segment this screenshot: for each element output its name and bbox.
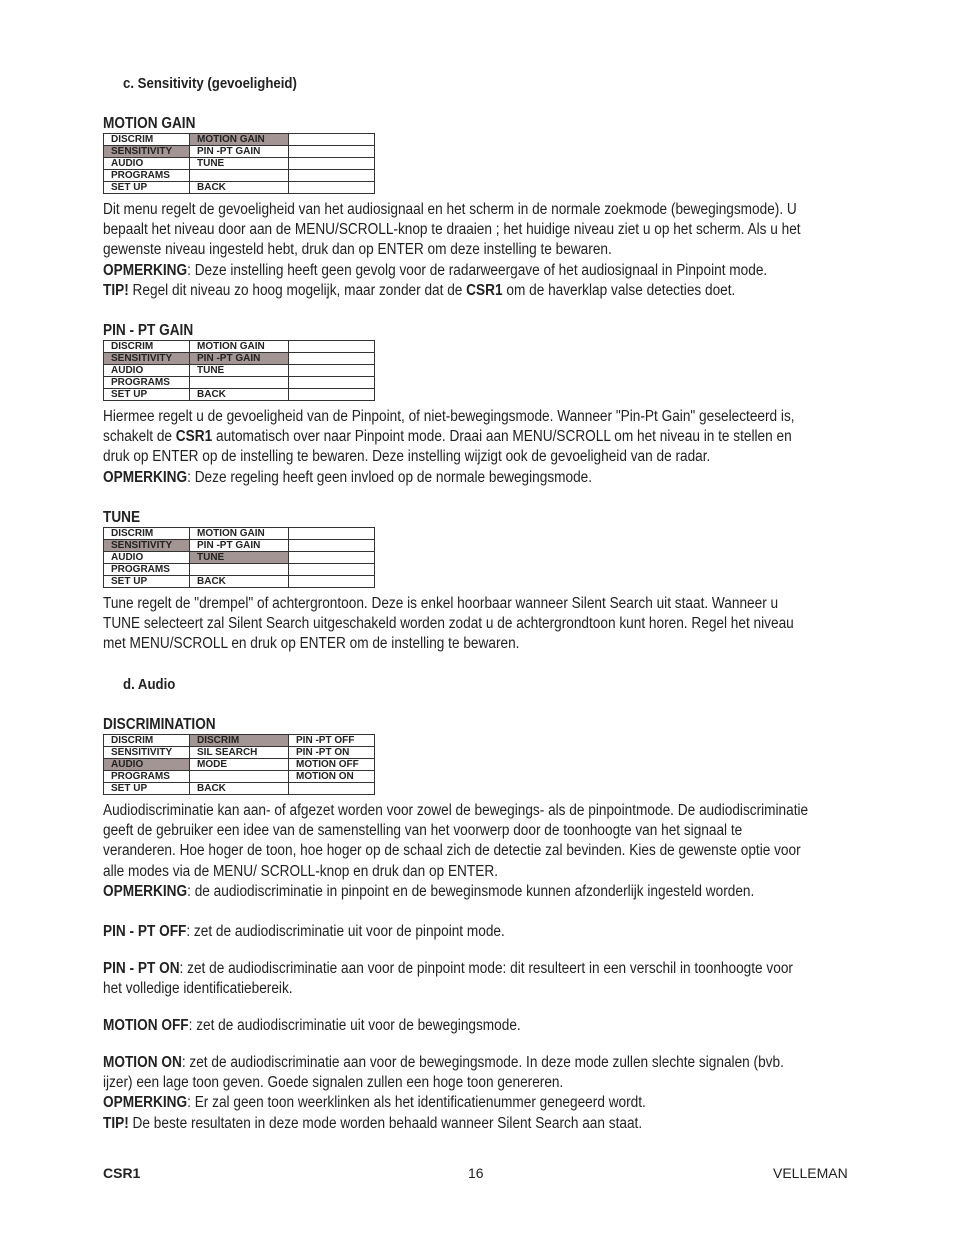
- discrimination-menu-table: [103, 734, 375, 795]
- paragraph-text: automatisch over naar Pinpoint mode. Draai aan MENU/SCROLL om het niveau in te stellen en: [212, 428, 792, 446]
- paragraph-text: schakelt de: [103, 428, 176, 446]
- tip-label: TIP!: [103, 1114, 129, 1132]
- menu-cell: AUDIO: [104, 552, 190, 564]
- menu-cell: [289, 158, 375, 170]
- menu-cell: TUNE: [190, 365, 289, 377]
- table-row: [104, 771, 375, 783]
- menu-cell: TUNE: [190, 158, 289, 170]
- footer-product: CSR1: [103, 1165, 141, 1181]
- table-row: [104, 576, 375, 588]
- paragraph-line: Tune regelt de "drempel" of achtergrontoon. Deze is enkel hoorbaar wanneer Silent Search uit staat. Wanneer u: [103, 595, 779, 612]
- menu-cell: BACK: [190, 182, 289, 194]
- footer-brand: VELLEMAN: [773, 1165, 848, 1181]
- menu-cell: AUDIO: [104, 365, 190, 377]
- menu-cell: [190, 771, 289, 783]
- menu-cell: [190, 377, 289, 389]
- pin-pt-gain-description: [103, 407, 851, 488]
- motion-off-definition: [103, 1016, 851, 1036]
- menu-cell: [289, 783, 375, 795]
- menu-cell: PIN -PT GAIN: [190, 540, 289, 552]
- table-row: [104, 540, 375, 552]
- motion-gain-menu-table: [103, 133, 375, 194]
- paragraph-line: Audiodiscriminatie kan aan- of afgezet worden voor zowel de bewegings- als de pinpointmode. De audiodiscriminatie: [103, 802, 809, 819]
- pin-pt-off-definition: [103, 922, 851, 942]
- note-text: : Deze regeling heeft geen invloed op de normale bewegingsmode.: [187, 468, 593, 486]
- tune-description: [103, 594, 851, 655]
- menu-cell-selected: SENSITIVITY: [104, 353, 190, 365]
- menu-cell: [289, 576, 375, 588]
- definition-term: MOTION OFF: [103, 1017, 189, 1034]
- paragraph-line: met MENU/SCROLL en druk op ENTER om de instelling te bewaren.: [103, 635, 520, 653]
- menu-cell: PROGRAMS: [104, 564, 190, 576]
- product-name: CSR1: [466, 281, 503, 299]
- table-row: [104, 365, 375, 377]
- menu-cell: SENSITIVITY: [104, 747, 190, 759]
- menu-cell: PROGRAMS: [104, 771, 190, 783]
- tip-label: TIP!: [103, 281, 129, 299]
- menu-cell: [289, 377, 375, 389]
- table-row: [104, 747, 375, 759]
- tune-title: TUNE: [103, 509, 141, 526]
- product-name: CSR1: [175, 428, 213, 446]
- paragraph-line: Dit menu regelt de gevoeligheid van het audiosignaal en het scherm in de normale zoekmode (bewegingsmode). U: [103, 201, 797, 218]
- table-row: [104, 182, 375, 194]
- menu-cell: [289, 146, 375, 158]
- note-line: [103, 468, 851, 488]
- menu-cell: [289, 182, 375, 194]
- paragraph-line: TUNE selecteert zal Silent Search uitgeschakeld worden zodat u de achtergrondtoon kunt horen. Regel het niveau: [103, 615, 794, 633]
- menu-cell: [289, 353, 375, 365]
- menu-cell: PIN -PT ON: [289, 747, 375, 759]
- table-row: [104, 735, 375, 747]
- definition-text: : zet de audiodiscriminatie aan voor de pinpoint mode: dit resulteert in een verschil in toonhoogte voor: [179, 960, 793, 977]
- menu-cell: DISCRIM: [104, 341, 190, 353]
- motion-on-definition: [103, 1053, 851, 1134]
- paragraph-line: het volledige identificatiebereik.: [103, 980, 293, 998]
- paragraph-line: bepaalt het niveau door aan de MENU/SCROLL-knop te draaien ; het huidige niveau ziet u op het scherm. Als u het: [103, 221, 801, 239]
- paragraph-line: ijzer) een lage toon geven. Goede signalen zullen een hoge toon genereren.: [103, 1074, 564, 1092]
- tip-text: om de haverklap valse detecties doet.: [502, 281, 736, 299]
- menu-cell: SET UP: [104, 389, 190, 401]
- menu-cell: [289, 170, 375, 182]
- definition-term: PIN - PT ON: [103, 960, 180, 977]
- pin-pt-gain-title: PIN - PT GAIN: [103, 322, 194, 339]
- table-row: [104, 552, 375, 564]
- definition-term: PIN - PT OFF: [103, 923, 187, 940]
- paragraph-line: [103, 427, 851, 447]
- table-row: [104, 134, 375, 146]
- menu-cell: [190, 564, 289, 576]
- table-row: [104, 158, 375, 170]
- motion-gain-description: [103, 200, 851, 301]
- section-d-heading: d. Audio: [123, 676, 176, 693]
- note-label: OPMERKING: [103, 882, 188, 900]
- section-c-heading: c. Sensitivity (gevoeligheid): [123, 75, 297, 92]
- menu-cell: [289, 134, 375, 146]
- table-row: [104, 759, 375, 771]
- menu-cell: [289, 552, 375, 564]
- menu-cell: PROGRAMS: [104, 170, 190, 182]
- discrimination-description: [103, 801, 851, 902]
- note-label: OPMERKING: [103, 261, 188, 279]
- note-line: [103, 261, 851, 281]
- menu-cell: BACK: [190, 783, 289, 795]
- menu-cell: MOTION OFF: [289, 759, 375, 771]
- menu-cell: [190, 170, 289, 182]
- note-line: [103, 882, 851, 902]
- menu-cell: [289, 528, 375, 540]
- table-row: [104, 341, 375, 353]
- menu-cell: BACK: [190, 389, 289, 401]
- paragraph-line: geeft de gebruiker een idee van de samenstelling van het voorwerp door de toonhoogte van het signaal te: [103, 822, 743, 840]
- note-line: [103, 1093, 851, 1113]
- table-row: [104, 146, 375, 158]
- menu-cell: PIN -PT OFF: [289, 735, 375, 747]
- menu-cell-selected: TUNE: [190, 552, 289, 564]
- tune-menu-table: [103, 527, 375, 588]
- definition-term: MOTION ON: [103, 1054, 182, 1071]
- table-row: [104, 528, 375, 540]
- menu-cell: MODE: [190, 759, 289, 771]
- menu-cell: MOTION GAIN: [190, 341, 289, 353]
- menu-cell: SIL SEARCH: [190, 747, 289, 759]
- menu-cell-selected: DISCRIM: [190, 735, 289, 747]
- table-row: [104, 564, 375, 576]
- menu-cell: AUDIO: [104, 158, 190, 170]
- note-label: OPMERKING: [103, 468, 188, 486]
- menu-cell-selected: PIN -PT GAIN: [190, 353, 289, 365]
- menu-cell: DISCRIM: [104, 134, 190, 146]
- paragraph-line: veranderen. Hoe hoger de toon, hoe hoger op de schaal zich de detectie zal bevinden. Kies de gewenste optie voor: [103, 842, 801, 860]
- menu-cell: [289, 389, 375, 401]
- menu-cell: MOTION ON: [289, 771, 375, 783]
- footer-page-number: 16: [468, 1165, 484, 1181]
- note-text: : Er zal geen toon weerklinken als het identificatienummer genegeerd wordt.: [187, 1094, 646, 1112]
- menu-cell: BACK: [190, 576, 289, 588]
- note-label: OPMERKING: [103, 1094, 188, 1112]
- menu-cell: DISCRIM: [104, 735, 190, 747]
- note-text: : de audiodiscriminatie in pinpoint en de beweginsmode kunnen afzonderlijk ingesteld worden.: [187, 882, 755, 900]
- pin-pt-on-definition: [103, 959, 851, 999]
- definition-text: : zet de audiodiscriminatie uit voor de pinpoint mode.: [186, 923, 505, 940]
- menu-cell: [289, 341, 375, 353]
- table-row: [104, 389, 375, 401]
- menu-cell: SET UP: [104, 182, 190, 194]
- paragraph-line: Hiermee regelt u de gevoeligheid van de Pinpoint, of niet-bewegingsmode. Wanneer "Pin-Pt Gain" geselecteerd is,: [103, 408, 795, 425]
- definition-text: : zet de audiodiscriminatie aan voor de bewegingsmode. In deze mode zullen slechte signalen (bvb.: [181, 1054, 784, 1071]
- menu-cell: [289, 564, 375, 576]
- paragraph-line: alle modes via de MENU/ SCROLL-knop en druk dan op ENTER.: [103, 862, 498, 880]
- table-row: [104, 783, 375, 795]
- menu-cell-selected: AUDIO: [104, 759, 190, 771]
- menu-cell: DISCRIM: [104, 528, 190, 540]
- tip-text: De beste resultaten in deze mode worden behaald wanneer Silent Search aan staat.: [128, 1114, 643, 1132]
- menu-cell: SET UP: [104, 576, 190, 588]
- menu-cell-selected: MOTION GAIN: [190, 134, 289, 146]
- menu-cell: PROGRAMS: [104, 377, 190, 389]
- table-row: [104, 170, 375, 182]
- tip-line: [103, 1114, 851, 1134]
- table-row: [104, 353, 375, 365]
- menu-cell: [289, 540, 375, 552]
- menu-cell: PIN -PT GAIN: [190, 146, 289, 158]
- menu-cell: SET UP: [104, 783, 190, 795]
- tip-line: [103, 281, 851, 301]
- menu-cell: [289, 365, 375, 377]
- tip-text: Regel dit niveau zo hoog mogelijk, maar zonder dat de: [128, 281, 467, 299]
- paragraph-line: gewenste niveau ingesteld hebt, druk dan op ENTER om deze instelling te bewaren.: [103, 241, 612, 259]
- definition-text: : zet de audiodiscriminatie uit voor de bewegingsmode.: [188, 1017, 521, 1034]
- discrimination-title: DISCRIMINATION: [103, 716, 216, 733]
- pin-pt-gain-menu-table: [103, 340, 375, 401]
- menu-cell-selected: SENSITIVITY: [104, 146, 190, 158]
- table-row: [104, 377, 375, 389]
- note-text: : Deze instelling heeft geen gevolg voor de radarweergave of het audiosignaal in Pinpoint mode.: [187, 261, 768, 279]
- menu-cell: MOTION GAIN: [190, 528, 289, 540]
- paragraph-line: druk op ENTER op de instelling te bewaren. Deze instelling wijzigt ook de gevoeligheid van de radar.: [103, 448, 711, 466]
- menu-cell-selected: SENSITIVITY: [104, 540, 190, 552]
- motion-gain-title: MOTION GAIN: [103, 115, 196, 132]
